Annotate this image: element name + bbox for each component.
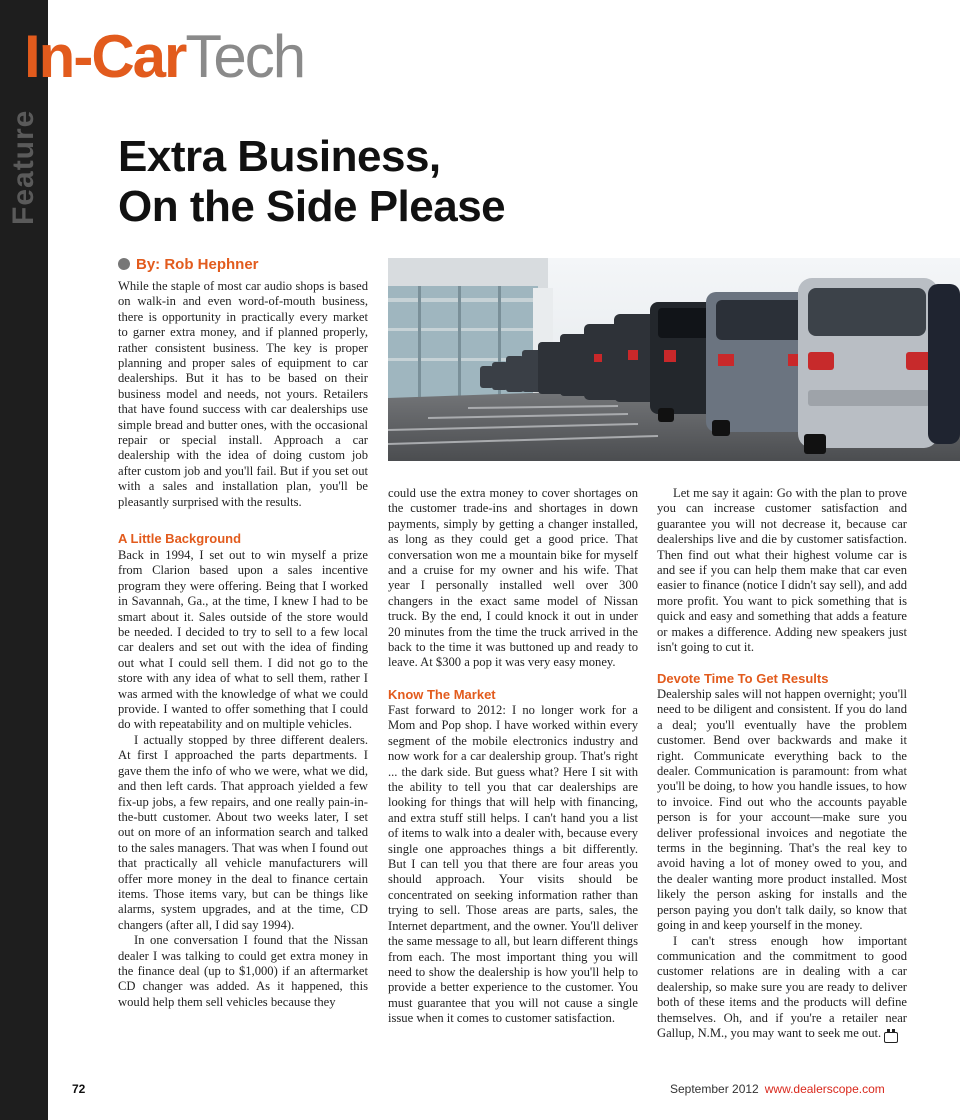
devote-paragraph-1: Dealership sales will not happen overnight; you'll need to be diligent and consistent. If you do land a deal; you'll eventually have the problem customer. Bend over backwards and make it right. Communicate everything back to the dealer. Communication is paramount: from what you'll be doing, to how you handle issues, to how to invoice. Find out who the accounts payable person is for your account—make sure you deliver professional invoices and negotiate the terms in the beginning. That's the real key to avoid having a lot of money owed to you, and the dealer wanting more product installed. Most likely the person asking for installs and the person paying you don't talk daily, so know that going in and keep yourself in the money. xyxy=(657,687,907,933)
background-paragraph-3: In one conversation I found that the Nissan dealer I was talking to could get extra money in the finance deal (up to $1,000) if an aftermarket CD changer was added. As it happened, this would help them sell vehicles because they xyxy=(118,933,368,1009)
byline-text: By: Rob Hephner xyxy=(136,256,259,273)
logo-in: In xyxy=(24,23,74,90)
issue-date: September 2012 xyxy=(670,1082,759,1096)
dealership-cars-illustration xyxy=(388,258,960,461)
sidebar-band xyxy=(0,0,48,1120)
bullet-dot-icon xyxy=(118,258,130,270)
article-column-2 xyxy=(388,703,638,1027)
logo-dash-icon: - xyxy=(73,23,92,90)
end-mark-icon xyxy=(884,1032,898,1043)
subhead-know-the-market: Know The Market xyxy=(388,687,496,702)
background-paragraph-4: could use the extra money to cover shortages on the customer trade-ins and shortages in down payments, simply by getting a changer installed, as long as they could get a good price. That conversation won me a mountain bike for myself and a cruise for my owner and his wife. That year I personally installed well over 300 changers in the exact same model of Nissan truck. By the end, I could knock it out in under 20 minutes from the time the truck arrived in the back to the time it was buttoned up and ready to leave. At $300 a pop it was very easy money. xyxy=(388,486,638,670)
headline xyxy=(118,132,678,232)
footer-url[interactable]: www.dealerscope.com xyxy=(764,1082,885,1096)
devote-paragraph-2: I can't stress enough how important communication and the commitment to good customer relations are in dealing with a car dealership, so make sure you are ready to deliver both of these items and the products will define themselves. Oh, and if you're a retailer near Gallup, N.M., you may want to seek me out. xyxy=(657,933,907,1040)
article-column-1-intro xyxy=(118,279,368,510)
page-number: 72 xyxy=(72,1082,86,1096)
article-column-3-top xyxy=(657,486,907,655)
article-column-1 xyxy=(118,548,368,1010)
article-column-2-top xyxy=(388,486,638,671)
subhead-a-little-background: A Little Background xyxy=(118,531,242,546)
headline-line-1: Extra Business, xyxy=(118,132,441,181)
logo-car: Car xyxy=(91,23,186,90)
page-footer xyxy=(670,1082,885,1096)
subhead-devote-time: Devote Time To Get Results xyxy=(657,671,829,686)
background-paragraph-1: Back in 1994, I set out to win myself a prize from Clarion based upon a sales incentive program they were offering. Being that I worked in Savannah, Ga., at the time, I knew I had to be smart about it. Sales outside of the store would be needed. I decided to try to sell to a few local car dealers and set out with the idea of finding out what I could sell them. I did not go to the store with any idea of what to sell them, rather I was armed with the knowledge of what we could provide. I wanted to offer something that I could do with repeatability and on multiple vehicles. xyxy=(118,548,368,732)
byline xyxy=(118,256,259,273)
article-photo xyxy=(388,258,960,461)
section-label: Feature xyxy=(7,109,40,225)
headline-line-2: On the Side Please xyxy=(118,182,506,231)
market-paragraph-2: Let me say it again: Go with the plan to prove you can increase customer satisfaction and guarantee you will not decrease it, because car dealerships live and die by customer satisfaction. Then find out what their highest volume car is and see if you can help them make that car even easier to finance (notice I didn't say sell), and add more profit. You want to pick something that is quick and easy and something that adds a feature or makes a difference. Adding new speakers just isn't going to cut it. xyxy=(657,486,907,655)
background-paragraph-2: I actually stopped by three different dealers. At first I approached the parts departments. I gave them the info of who we were, what we did, and then left cards. That approach yielded a few fix-up jobs, a few repairs, and one really pain-in-the-butt customer. About two weeks later, I set out on more of an information search and talked to the sales managers. That was when I found out that practically all vehicle manufacturers will offer more money in the deal to finance certain items. Those items vary, but can be things like alarms, system upgrades, and at the time, CD changers (after all, I did say 1994). xyxy=(118,732,368,932)
intro-paragraph: While the staple of most car audio shops is based on walk-in and even word-of-mouth business, there is opportunity in practically every market to garner extra money, and if planned properly, rather consistent business. The key is proper planning and proper sales of equipment to car dealerships. But it has to be based on their business model and needs, not yours. Retailers that have found success with car dealerships use simple bread and butter ones, with the occasional repair or special install. Approach a car dealership with the idea of doing custom job after custom job and you'll fail. But if you set out with a sales and installation plan, you'll be pleasantly surprised with the results. xyxy=(118,279,368,509)
article-column-3 xyxy=(657,687,907,1041)
section-logo xyxy=(24,22,304,92)
logo-tech: Tech xyxy=(185,23,305,90)
market-paragraph-1: Fast forward to 2012: I no longer work for a Mom and Pop shop. I have worked within every segment of the mobile electronics industry and now work for a car dealership group. That's right ... the dark side. But guess what? Here I sit with the ability to tell you that car dealerships are looking for things that will help with financing, and extra stuff still helps. I can't hand you a list of items to walk into a dealer with, because every single one approaches things a bit differently. But I can tell you that there are four areas you should approach. Your visits should be concentrated on seeking information rather than trying to sell. Those areas are parts, sales, the Internet department, and the owner. You'll deliver the same message to all, but learn different things from each. The most important thing you will need to show the dealership is how you'll help to provide a better experience to the customer. You must guarantee that you will not cause a single issue when it comes to customer satisfaction. xyxy=(388,703,638,1026)
